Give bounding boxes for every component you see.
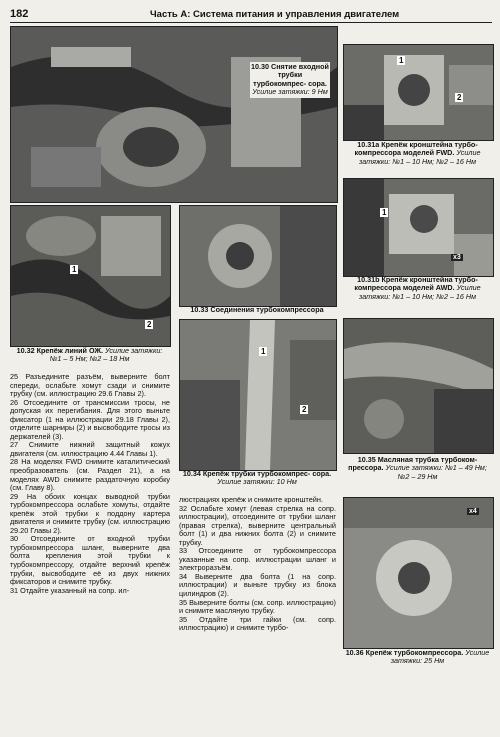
caption-note: Усилие затяжки: 10 Нм [217, 477, 297, 487]
photo-10-35 [343, 318, 494, 454]
caption-title: 10.36 Крепёж турбокомпрессора. [345, 648, 464, 657]
caption-10-36 [343, 649, 492, 666]
caption-10-32 [10, 347, 169, 364]
text-column-right: люстрациях крепёж и снимите кронштейн. 32 Ослабьте хомут (левая стрелка на сопр. иллюстрации), отсоедините от трубки шланг (правая стрелка), выверните центральный болт (1) и два нижних болта (2) и снимите трубку. 33 Отсоедините от турбокомпрессора указанные на сопр. иллюстрации шланг и электроразъём. 34 Выверните два болта (1 на сопр. иллюстрации) и выньте трубку из блока цилиндров (2). 35 Выверните болты (см. сопр. иллюстрацию) и снимите масляную трубку. 35 Отдайте три гайки (см. сопр. иллюстрацию) и снимите турбо- [179, 495, 336, 633]
callout-label: 1 [382, 208, 387, 217]
callout-label: 1 [261, 347, 266, 356]
caption-title: 10.32 Крепёж линий ОЖ. [16, 346, 103, 355]
chapter-title: Часть А: Система питания и управления двигателем [150, 9, 400, 20]
photo-10-36 [343, 497, 494, 649]
caption-10-33 [179, 306, 335, 314]
photo-10-31a [343, 44, 494, 141]
caption-note: Усилие затяжки: 9 Нм [252, 87, 328, 97]
caption-note: Усилие затяжки: №1 – 10 Нм; №2 – 16 Нм [358, 148, 481, 166]
caption-10-35 [343, 456, 492, 481]
caption-title: 10.31b Крепёж кронштейна турбо- компрессора моделей AWD. [354, 275, 478, 293]
caption-note: Усилие затяжки: №1 – 10 Нм; №2 – 16 Нм [358, 283, 481, 301]
callout-label: 1 [399, 56, 404, 65]
caption-10-34 [179, 470, 335, 487]
page-number: 182 [10, 8, 29, 20]
photo-10-30 [10, 26, 338, 203]
page-header [10, 8, 492, 23]
caption-title: 10.31a Крепёж кронштейна турбо- компрессора моделей FWD. [354, 140, 478, 158]
photo-10-33 [179, 205, 337, 307]
caption-note: Усилие затяжки: 25 Нм [390, 648, 490, 666]
caption-note: Усилие затяжки: №1 – 49 Нм; №2 – 29 Нм [385, 463, 487, 481]
callout-label: x3 [453, 254, 461, 261]
caption-title: 10.33 Соединения турбокомпрессора [190, 305, 324, 314]
caption-title: 10.30 Снятие входной трубки турбокомпрес- сора. [251, 62, 329, 88]
photo-10-31b [343, 178, 494, 277]
caption-title: 10.35 Масляная трубка турбоком- прессора. [348, 455, 478, 473]
callout-label: 2 [147, 320, 152, 329]
caption-10-31a [343, 141, 492, 166]
caption-title: 10.34 Крепёж трубки турбокомпрес- сора. [182, 469, 332, 478]
photo-10-34 [179, 319, 337, 471]
callout-label: 2 [302, 405, 307, 414]
text-column-left: 25 Разъедините разъём, выверните болт спереди, ослабьте хомут сзади и снимите трубку (см. иллюстрацию 29.6 Главы 2). 26 Отсоедините от трансмиссии тросы, не допуская их перегибания. Для этого выньте фиксатор (1 на иллюстрации 29.18 Главы 2), отделите шарниры (2) и высвободите тросы из держателей (3). 27 Снимите нижний защитный кожух двигателя (см. иллюстрацию 4.44 Главы 1). 28 На моделях FWD снимите каталитический преобразователь (см. Раздел 21), а на моделях AWD снимите раздаточную коробку (см. Главу 8). 29 На обоих концах выводной трубки турбокомпрессора ослабьте хомуты, отдайте крепёж этой трубки к поддону картера двигателя и снимите трубку (см. иллюстрацию 29.20 Главы 2). 30 Отсоедините от входной трубки турбокомпрессора шланг, выверните два болта крепления этой трубки к турбокомпрессору, отдайте верхний крепёж трубки, высвободите её из двух нижних фиксаторов и снимите трубку. 31 Отдайте указанный на сопр. ил- [10, 372, 170, 595]
callout-label: x4 [469, 508, 477, 515]
caption-note: Усилие затяжки: №1 – 5 Нм; №2 – 18 Нм [49, 346, 163, 364]
caption-10-31b [343, 276, 492, 301]
callout-label: 2 [457, 93, 462, 102]
caption-10-30 [250, 62, 330, 98]
callout-label: 1 [72, 265, 77, 274]
